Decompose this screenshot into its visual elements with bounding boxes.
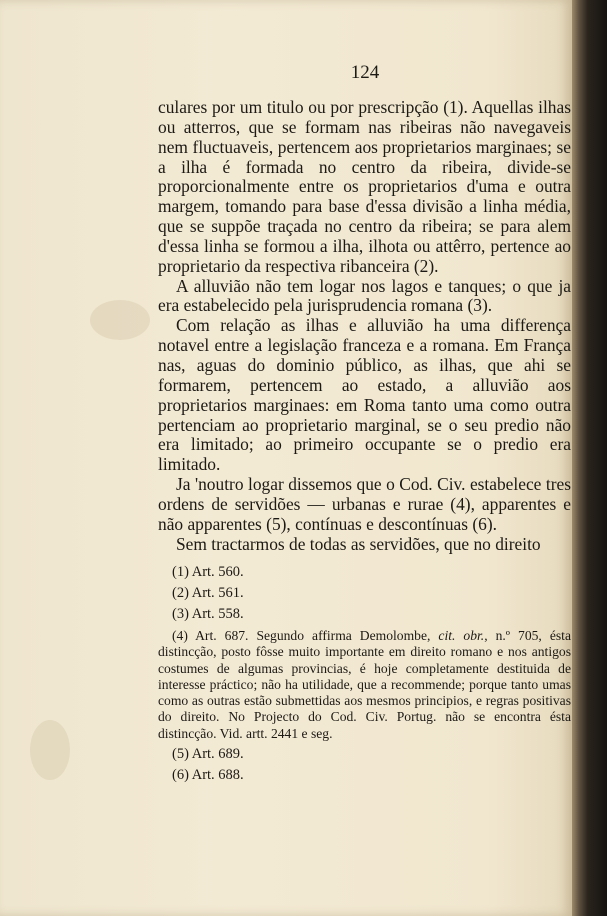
page-number: 124 — [350, 62, 380, 83]
paragraph: culares por um titulo ou por prescripção (1). Aquellas ilhas ou atterros, que se formam nas ribeiras não navegaveis nem fluctuaveis, pertencem aos proprietarios marginaes; se a ilha é formada no centro da ribeira, divide-se proporcionalmente entre os proprietarios d'uma e outra margem, tomando para base d'essa divisão a linha média, que se suppõe traçada no centro da ribeira; se para alem d'essa linha se formou a ilha, ilhota ou attêrro, pertence ao proprietario da respectiva ribanceira (2). — [158, 97, 571, 276]
footnote: (5) Art. 689. — [172, 746, 244, 763]
binding-shadow — [572, 0, 607, 916]
paragraph: Sem tractarmos de todas as servidões, que no direito — [176, 533, 541, 554]
footnote-citation: cit. obr. — [438, 628, 485, 643]
paragraph: Com relação as ilhas e alluvião ha uma differença notavel entre a legislação franceza e a romana. Em França nas, aguas do dominio público, as ilhas, que ahi se formarem, pertencem ao estado, a alluvião aos proprietarios marginaes: em Roma tanto uma como outra pertenciam ao proprietario marginal, se o seu predio não era limitado; ao primeiro occupante se o predio era limitado. — [158, 315, 571, 475]
paragraph: A alluvião não tem logar nos lagos e tanques; o que ja era estabelecido pela jurisprudencia romana (3). — [158, 275, 571, 316]
footnote: (6) Art. 688. — [172, 767, 244, 784]
footnote — [158, 628, 571, 742]
footnote-lead: (4) Art. 687. Segundo affirma Demolombe, — [172, 628, 439, 643]
footnote: (3) Art. 558. — [172, 606, 244, 622]
footnotes — [158, 562, 571, 786]
paragraph: Ja 'noutro logar dissemos que o Cod. Civ. estabelece tres ordens de servidões — urbanas e rurae (4), apparentes e não apparentes (5), contínuas e descontínuas (6). — [158, 474, 571, 534]
footnote: (2) Art. 561. — [172, 585, 244, 601]
footnote: (1) Art. 560. — [172, 564, 244, 580]
body-text — [158, 98, 571, 554]
paper-stain — [30, 720, 70, 780]
paper-stain — [90, 300, 150, 340]
footnote-rest: , n.º 705, ésta distincção, posto fôsse muito importante em direito romano e nos antigos costumes de algumas provincias, é hoje completamente destituida de interesse práctico; não ha utilidade, que a recommende; porque tanto umas como as outras estão submettidas aos mesmos principios, e regras positivas do direito. No Projecto do Cod. Civ. Portug. não se encontra ésta distincção. Vid. artt. 2441 e seg. — [158, 628, 571, 741]
